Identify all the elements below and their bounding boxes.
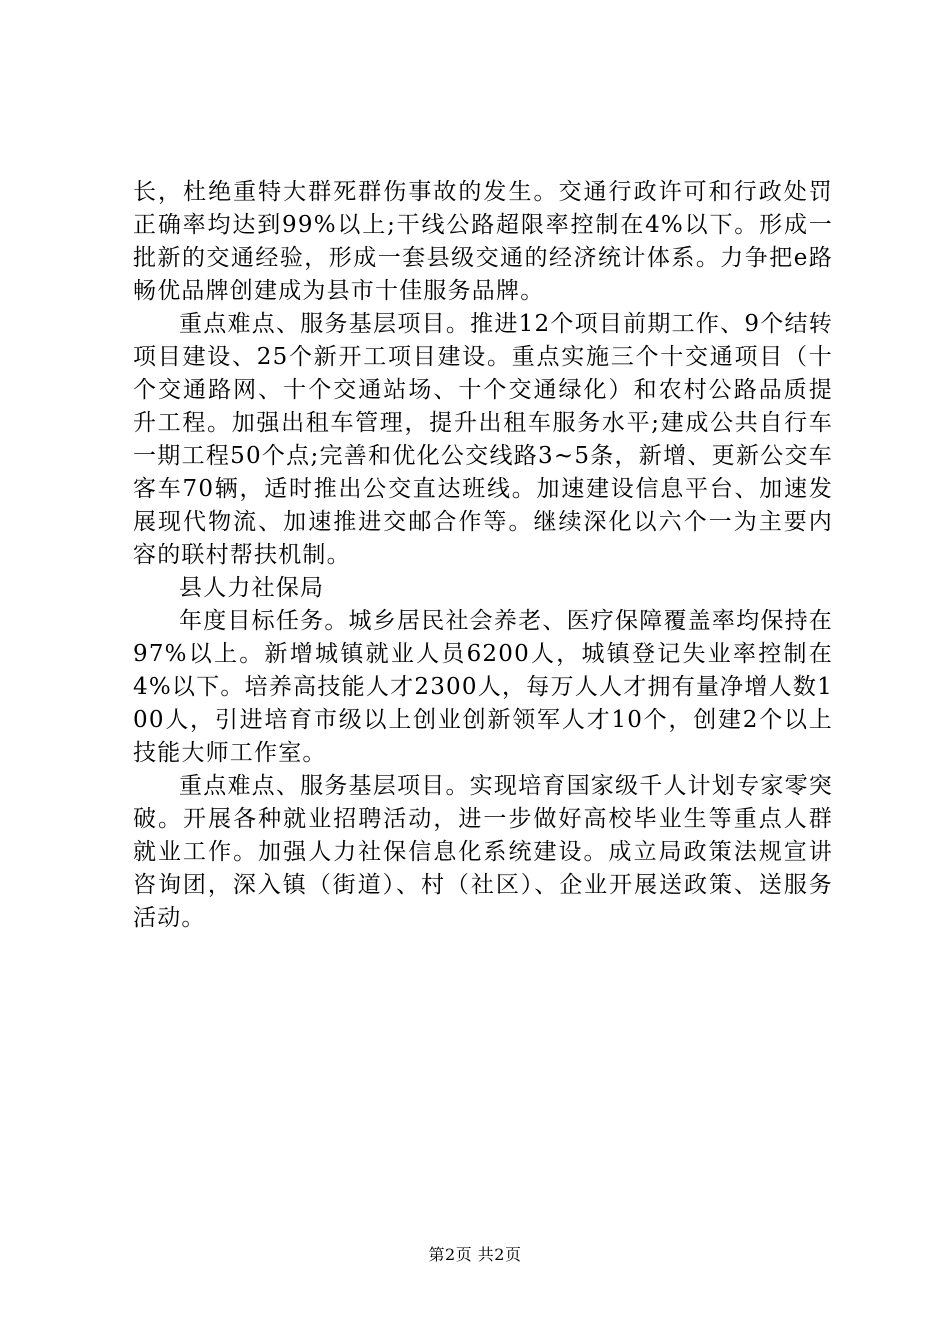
paragraph-annual-targets: 年度目标任务。城乡居民社会养老、医疗保障覆盖率均保持在97%以上。新增城镇就业人员6200人，城镇登记失业率控制在4%以下。培养高技能人才2300人，每万人人才拥有量净增人数100人，引进培育市级以上创业创新领军人才10个，创建2个以上技能大师工作室。 [133, 608, 833, 766]
document-body [133, 176, 833, 935]
paragraph-key-projects-transport: 重点难点、服务基层项目。推进12个项目前期工作、9个结转项目建设、25个新开工项目建设。重点实施三个十交通项目（十个交通路网、十个交通站场、十个交通绿化）和农村公路品质提升工程。加强出租车管理，提升出租车服务水平;建成公共自行车一期工程50个点;完善和优化公交线路3~5条，新增、更新公交车客车70辆，适时推出公交直达班线。加速建设信息平台、加速发展现代物流、加速推进交邮合作等。继续深化以六个一为主要内容的联村帮扶机制。 [133, 311, 833, 568]
section-heading: 县人力社保局 [179, 575, 325, 601]
paragraph-continuation: 长，杜绝重特大群死群伤事故的发生。交通行政许可和行政处罚正确率均达到99%以上;干线公路超限率控制在4%以下。形成一批新的交通经验，形成一套县级交通的经济统计体系。力争把e路畅优品牌创建成为县市十佳服务品牌。 [133, 179, 833, 304]
page-number-footer: 第2页 共2页 [428, 1245, 522, 1264]
paragraph-key-projects-social-security: 重点难点、服务基层项目。实现培育国家级千人计划专家零突破。开展各种就业招聘活动，进一步做好高校毕业生等重点人群就业工作。加强人力社保信息化系统建设。成立局政策法规宣讲咨询团，深入镇（街道）、村（社区）、企业开展送政策、送服务活动。 [133, 773, 833, 931]
